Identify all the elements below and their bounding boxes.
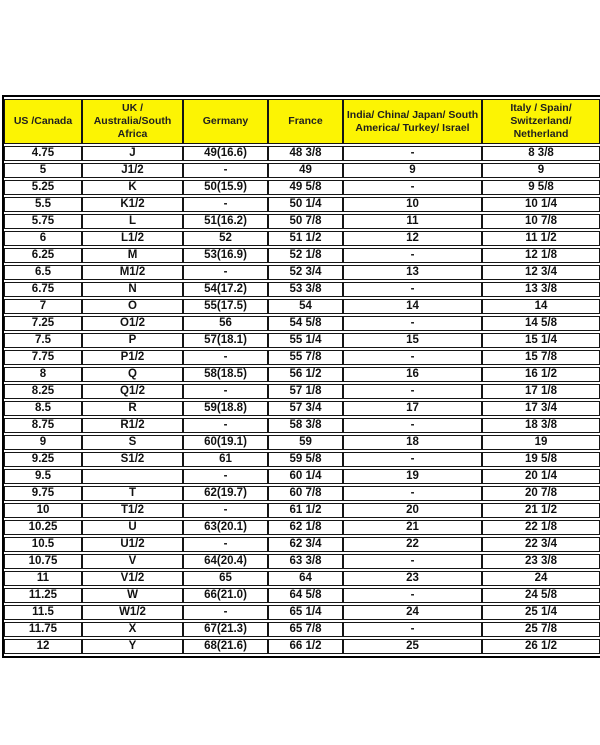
table-cell: 10.5: [4, 537, 82, 552]
table-cell: Q1/2: [82, 384, 183, 399]
table-cell: -: [183, 197, 268, 212]
table-row: [4, 231, 600, 246]
table-cell: V: [82, 554, 183, 569]
table-cell: 9 5/8: [482, 180, 600, 195]
table-cell: Q: [82, 367, 183, 382]
table-cell: 62 3/4: [268, 537, 343, 552]
table-cell: 54: [268, 299, 343, 314]
table-cell: 10: [343, 197, 482, 212]
table-cell: T1/2: [82, 503, 183, 518]
table-row: [4, 282, 600, 297]
table-cell: 13 3/8: [482, 282, 600, 297]
table-row: [4, 146, 600, 161]
table-cell: 11.25: [4, 588, 82, 603]
column-header-5: Italy / Spain/ Switzerland/ Netherland: [482, 99, 600, 144]
table-cell: 17: [343, 401, 482, 416]
table-cell: V1/2: [82, 571, 183, 586]
table-cell: 19: [482, 435, 600, 450]
table-cell: 6.5: [4, 265, 82, 280]
table-cell: P1/2: [82, 350, 183, 365]
table-cell: 58(18.5): [183, 367, 268, 382]
table-cell: 50(15.9): [183, 180, 268, 195]
table-cell: 18: [343, 435, 482, 450]
table-cell: X: [82, 622, 183, 637]
table-cell: 12: [343, 231, 482, 246]
table-cell: L1/2: [82, 231, 183, 246]
table-row: [4, 639, 600, 654]
table-cell: M: [82, 248, 183, 263]
table-cell: 10.25: [4, 520, 82, 535]
table-cell: 63(20.1): [183, 520, 268, 535]
table-cell: 5: [4, 163, 82, 178]
table-cell: 52 3/4: [268, 265, 343, 280]
table-row: [4, 333, 600, 348]
table-cell: 16: [343, 367, 482, 382]
table-row: [4, 350, 600, 365]
table-cell: 7.5: [4, 333, 82, 348]
table-cell: -: [343, 418, 482, 433]
table-cell: 20: [343, 503, 482, 518]
table-row: [4, 503, 600, 518]
table-cell: 22 3/4: [482, 537, 600, 552]
table-cell: 10: [4, 503, 82, 518]
table-cell: -: [343, 452, 482, 467]
table-cell: 55(17.5): [183, 299, 268, 314]
table-cell: -: [343, 554, 482, 569]
table-row: [4, 214, 600, 229]
table-cell: 11.75: [4, 622, 82, 637]
table-cell: 59: [268, 435, 343, 450]
table-cell: 20 1/4: [482, 469, 600, 484]
table-row: [4, 605, 600, 620]
table-cell: 63 3/8: [268, 554, 343, 569]
table-cell: 4.75: [4, 146, 82, 161]
table-cell: 14: [482, 299, 600, 314]
table-cell: 16 1/2: [482, 367, 600, 382]
table-cell: 10.75: [4, 554, 82, 569]
table-cell: 12 3/4: [482, 265, 600, 280]
table-cell: 7.25: [4, 316, 82, 331]
table-row: [4, 197, 600, 212]
table-cell: 64(20.4): [183, 554, 268, 569]
table-cell: 49: [268, 163, 343, 178]
table-cell: -: [183, 537, 268, 552]
table-cell: -: [183, 503, 268, 518]
table-cell: L: [82, 214, 183, 229]
table-cell: R: [82, 401, 183, 416]
table-cell: 52: [183, 231, 268, 246]
table-cell: 17 1/8: [482, 384, 600, 399]
table-cell: O1/2: [82, 316, 183, 331]
table-cell: 11: [4, 571, 82, 586]
table-row: [4, 554, 600, 569]
table-cell: 13: [343, 265, 482, 280]
table-cell: 58 3/8: [268, 418, 343, 433]
table-cell: J1/2: [82, 163, 183, 178]
table-cell: 23: [343, 571, 482, 586]
table-cell: 25 1/4: [482, 605, 600, 620]
table-cell: -: [183, 163, 268, 178]
table-cell: 8: [4, 367, 82, 382]
table-cell: 52 1/8: [268, 248, 343, 263]
table-cell: 18 3/8: [482, 418, 600, 433]
table-cell: -: [343, 316, 482, 331]
table-cell: S1/2: [82, 452, 183, 467]
table-cell: -: [343, 384, 482, 399]
table-cell: -: [343, 146, 482, 161]
table-cell: 15 7/8: [482, 350, 600, 365]
table-cell: 10 7/8: [482, 214, 600, 229]
table-cell: 21: [343, 520, 482, 535]
table-cell: 6.25: [4, 248, 82, 263]
table-cell: 17 3/4: [482, 401, 600, 416]
table-cell: 9.25: [4, 452, 82, 467]
table-cell: 8.25: [4, 384, 82, 399]
table-cell: 62 1/8: [268, 520, 343, 535]
table-cell: 9: [343, 163, 482, 178]
table-row: [4, 469, 600, 484]
table-cell: M1/2: [82, 265, 183, 280]
table-cell: 10 1/4: [482, 197, 600, 212]
table-row: [4, 401, 600, 416]
table-cell: 57 1/8: [268, 384, 343, 399]
table-cell: T: [82, 486, 183, 501]
table-row: [4, 418, 600, 433]
table-cell: 15: [343, 333, 482, 348]
table-cell: Y: [82, 639, 183, 654]
table-cell: 23 3/8: [482, 554, 600, 569]
table-cell: U: [82, 520, 183, 535]
table-row: [4, 384, 600, 399]
table-cell: -: [183, 265, 268, 280]
table-cell: 14: [343, 299, 482, 314]
table-cell: 53(16.9): [183, 248, 268, 263]
column-header-2: Germany: [183, 99, 268, 144]
table-cell: 6.75: [4, 282, 82, 297]
table-cell: 61: [183, 452, 268, 467]
table-cell: 64 5/8: [268, 588, 343, 603]
table-cell: 59(18.8): [183, 401, 268, 416]
table-cell: 8 3/8: [482, 146, 600, 161]
table-cell: J: [82, 146, 183, 161]
table-cell: 56 1/2: [268, 367, 343, 382]
table-cell: 67(21.3): [183, 622, 268, 637]
table-cell: 5.25: [4, 180, 82, 195]
table-cell: 11 1/2: [482, 231, 600, 246]
table-cell: 54(17.2): [183, 282, 268, 297]
table-cell: 9.75: [4, 486, 82, 501]
table-cell: 51(16.2): [183, 214, 268, 229]
table-cell: 61 1/2: [268, 503, 343, 518]
column-header-3: France: [268, 99, 343, 144]
table-cell: -: [343, 180, 482, 195]
table-cell: -: [343, 350, 482, 365]
table-cell: -: [183, 384, 268, 399]
table-row: [4, 537, 600, 552]
table-cell: 9: [482, 163, 600, 178]
table-cell: R1/2: [82, 418, 183, 433]
table-row: [4, 180, 600, 195]
table-cell: 48 3/8: [268, 146, 343, 161]
table-cell: 19 5/8: [482, 452, 600, 467]
table-cell: 5.75: [4, 214, 82, 229]
table-cell: 49(16.6): [183, 146, 268, 161]
table-cell: 22 1/8: [482, 520, 600, 535]
table-cell: 21 1/2: [482, 503, 600, 518]
table-cell: 8.75: [4, 418, 82, 433]
table-cell: 66(21.0): [183, 588, 268, 603]
table-cell: 5.5: [4, 197, 82, 212]
table-cell: W: [82, 588, 183, 603]
table-cell: 22: [343, 537, 482, 552]
table-cell: 54 5/8: [268, 316, 343, 331]
table-cell: P: [82, 333, 183, 348]
table-cell: 24: [482, 571, 600, 586]
table-cell: 59 5/8: [268, 452, 343, 467]
table-cell: 14 5/8: [482, 316, 600, 331]
table-cell: 25 7/8: [482, 622, 600, 637]
table-row: [4, 316, 600, 331]
table-cell: 7: [4, 299, 82, 314]
table-row: [4, 299, 600, 314]
table-cell: 65: [183, 571, 268, 586]
column-header-1: UK / Australia/South Africa: [82, 99, 183, 144]
column-header-4: India/ China/ Japan/ South America/ Turkey/ Israel: [343, 99, 482, 144]
table-cell: -: [183, 418, 268, 433]
table-cell: 9: [4, 435, 82, 450]
table-row: [4, 486, 600, 501]
table-cell: 12: [4, 639, 82, 654]
table-cell: 51 1/2: [268, 231, 343, 246]
table-row: [4, 435, 600, 450]
table-cell: 15 1/4: [482, 333, 600, 348]
table-cell: 20 7/8: [482, 486, 600, 501]
table-cell: -: [183, 605, 268, 620]
table-cell: [82, 469, 183, 484]
table-cell: -: [343, 486, 482, 501]
table-cell: -: [343, 282, 482, 297]
table-cell: 55 7/8: [268, 350, 343, 365]
table-cell: 12 1/8: [482, 248, 600, 263]
table-row: [4, 248, 600, 263]
table-cell: 66 1/2: [268, 639, 343, 654]
table-row: [4, 622, 600, 637]
table-row: [4, 367, 600, 382]
table-cell: W1/2: [82, 605, 183, 620]
table-cell: 60(19.1): [183, 435, 268, 450]
table-cell: 25: [343, 639, 482, 654]
table-cell: -: [343, 248, 482, 263]
table-cell: U1/2: [82, 537, 183, 552]
table-cell: 9.5: [4, 469, 82, 484]
table-cell: K: [82, 180, 183, 195]
table-row: [4, 163, 600, 178]
table-cell: 68(21.6): [183, 639, 268, 654]
table-cell: K1/2: [82, 197, 183, 212]
ring-size-conversion-table: [2, 95, 600, 658]
table-cell: 24: [343, 605, 482, 620]
table-row: [4, 520, 600, 535]
table-row: [4, 265, 600, 280]
table-cell: 11: [343, 214, 482, 229]
table-cell: 50 1/4: [268, 197, 343, 212]
table-cell: -: [183, 469, 268, 484]
table-cell: 49 5/8: [268, 180, 343, 195]
table-cell: 60 1/4: [268, 469, 343, 484]
table-cell: 26 1/2: [482, 639, 600, 654]
table-cell: 19: [343, 469, 482, 484]
table-cell: 24 5/8: [482, 588, 600, 603]
table-cell: 60 7/8: [268, 486, 343, 501]
table-cell: 53 3/8: [268, 282, 343, 297]
table-cell: -: [343, 622, 482, 637]
table-row: [4, 571, 600, 586]
table-cell: 62(19.7): [183, 486, 268, 501]
table-row: [4, 588, 600, 603]
header-row: [4, 99, 600, 144]
table-cell: 65 1/4: [268, 605, 343, 620]
table-cell: 64: [268, 571, 343, 586]
table-cell: 50 7/8: [268, 214, 343, 229]
table-cell: N: [82, 282, 183, 297]
table-row: [4, 452, 600, 467]
table-cell: 7.75: [4, 350, 82, 365]
table-cell: 56: [183, 316, 268, 331]
table-cell: 57(18.1): [183, 333, 268, 348]
table-cell: S: [82, 435, 183, 450]
table-cell: -: [343, 588, 482, 603]
table-cell: 55 1/4: [268, 333, 343, 348]
table-cell: O: [82, 299, 183, 314]
table-cell: 8.5: [4, 401, 82, 416]
table-cell: -: [183, 350, 268, 365]
table-cell: 65 7/8: [268, 622, 343, 637]
column-header-0: US /Canada: [4, 99, 82, 144]
table-cell: 11.5: [4, 605, 82, 620]
table-cell: 6: [4, 231, 82, 246]
table-cell: 57 3/4: [268, 401, 343, 416]
